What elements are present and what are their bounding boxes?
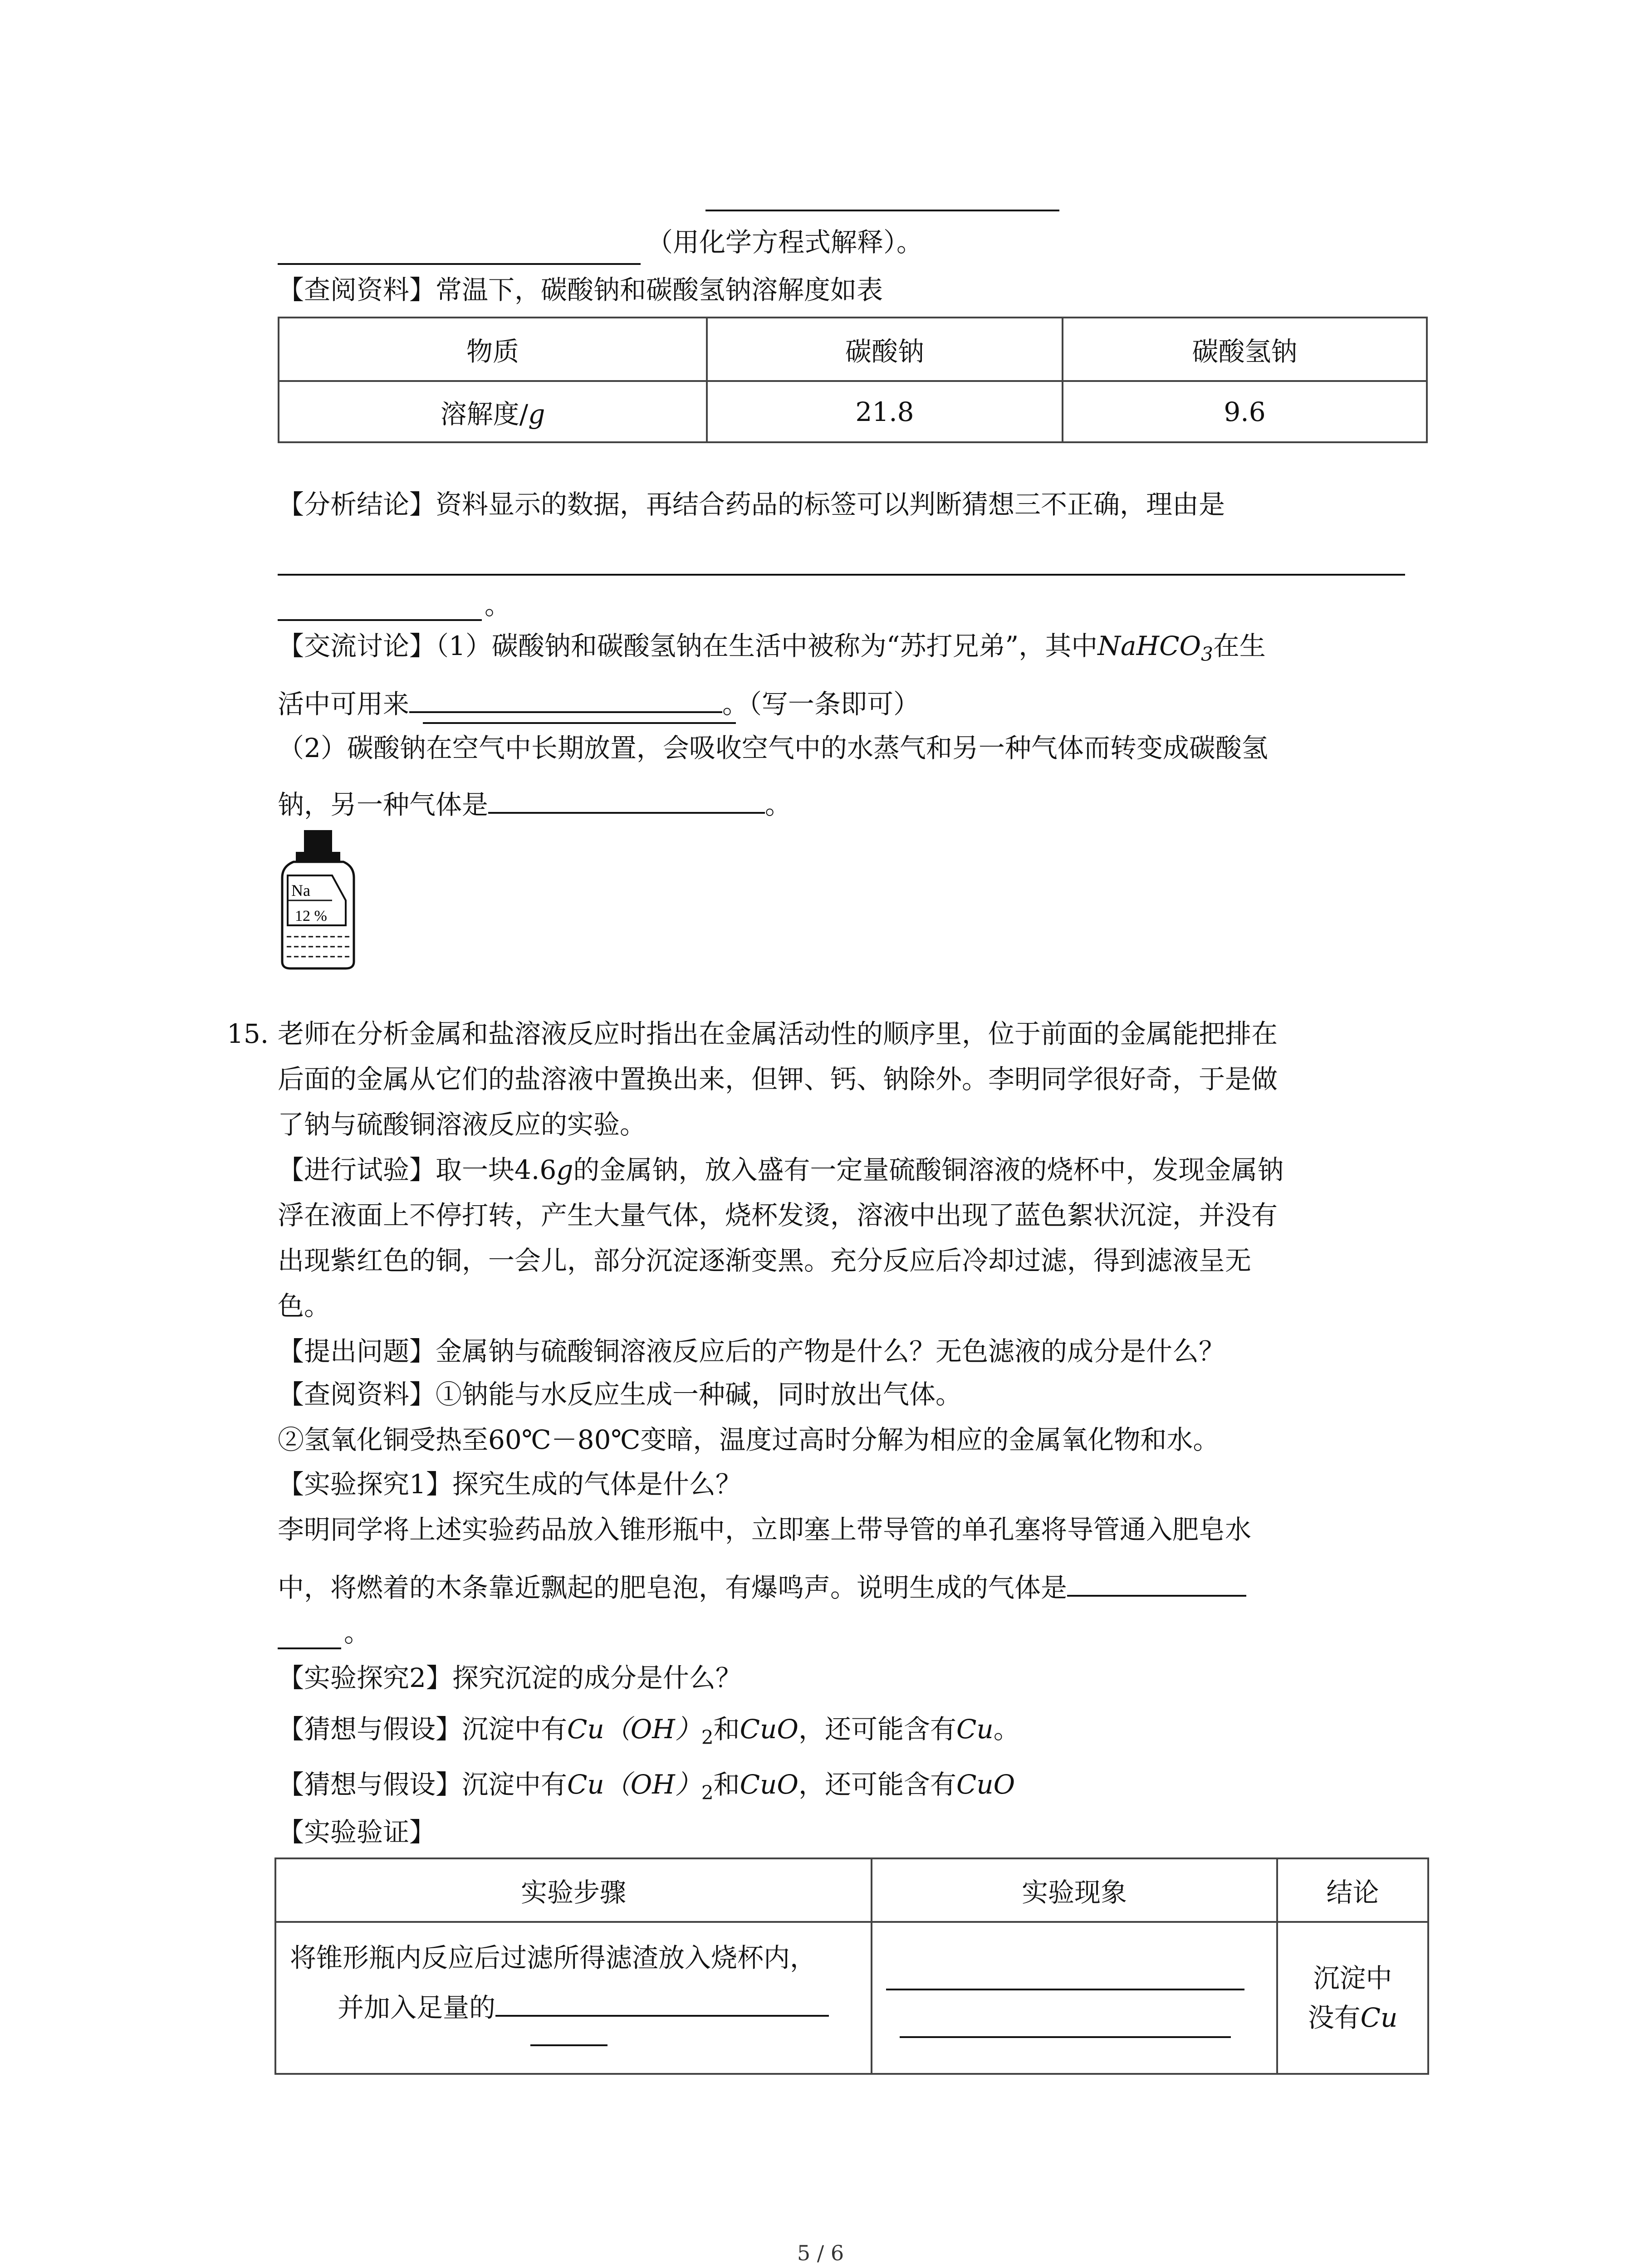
value-sodium-bicarbonate: 9.6 <box>1063 381 1427 442</box>
reagent-bottle-icon <box>278 828 359 971</box>
hypothesis-1: 【猜想与假设】沉淀中有$Cu(OH)_2$和CuO，还可能含有Cu。 <box>278 1714 1020 1749</box>
answer-blank-gas-name[interactable] <box>1067 1569 1246 1597</box>
header-steps: 实验步骤 <box>275 1858 872 1922</box>
answer-blank-reagent[interactable] <box>495 1989 829 2017</box>
discussion-line-1: 【交流讨论】（1）碳酸钠和碳酸氢钠在生活中被称为“苏打兄弟”，其中NaHCO$_3$在生 <box>278 631 1266 665</box>
cell-phenomenon <box>872 1922 1277 2074</box>
answer-blank-reagent-cont[interactable] <box>530 2044 607 2046</box>
verify-title: 【实验验证】 <box>278 1817 436 1848</box>
header-phenomenon: 实验现象 <box>872 1858 1277 1922</box>
step-line-1: 将锥形瓶内反应后过滤所得滤渣放入烧杯内， <box>290 1942 817 1973</box>
experiment-line-3: 出现紫红色的铜，一会儿，部分沉淀逐渐变黑。充分反应后冷却过滤，得到滤液呈无 <box>278 1245 1252 1276</box>
discussion-line-3: （2）碳酸钠在空气中长期放置，会吸收空气中的水蒸气和另一种气体而转变成碳酸氢 <box>278 733 1268 763</box>
info-line-2: ②氢氧化铜受热至60℃－80℃变暗，温度过高时分解为相应的金属氧化物和水。 <box>278 1424 1220 1455</box>
answer-blank-phenomenon-2[interactable] <box>900 2036 1231 2038</box>
probe1-title: 【实验探究1】探究生成的气体是什么？ <box>278 1469 742 1500</box>
bottle-label-na: Na <box>291 881 310 899</box>
header-sodium-bicarbonate: 碳酸氢钠 <box>1063 318 1427 381</box>
discussion-line-4: 钠，另一种气体是 。 <box>278 786 791 821</box>
probe1-line-2: 中，将燃着的木条靠近飘起的肥皂泡，有爆鸣声。说明生成的气体是 <box>278 1569 1246 1604</box>
verification-table <box>274 1857 1429 2075</box>
row-label-solubility: 溶解度/g <box>279 381 707 442</box>
cell-conclusion <box>1277 1922 1428 2074</box>
answer-blank-top[interactable] <box>705 210 1059 211</box>
experiment-line-4: 色。 <box>278 1290 331 1321</box>
solubility-table <box>278 317 1428 443</box>
probe2-title: 【实验探究2】探究沉淀的成分是什么？ <box>278 1662 742 1693</box>
analysis-end: 。 <box>485 590 511 621</box>
answer-blank-gas-name-cont[interactable] <box>278 1647 341 1649</box>
analysis-line: 【分析结论】资料显示的数据，再结合药品的标签可以判断猜想三不正确，理由是 <box>278 489 1225 520</box>
answer-blank-equation[interactable] <box>278 263 641 265</box>
lookup-info-line: 【查阅资料】常温下，碳酸钠和碳酸氢钠溶解度如表 <box>278 274 883 305</box>
hypothesis-2: 【猜想与假设】沉淀中有$Cu(OH)_2$和CuO，还可能含有CuO <box>278 1769 1015 1804</box>
experiment-line-1: 【进行试验】取一块4.6g的金属钠，放入盛有一定量硫酸铜溶液的烧杯中，发现金属钠 <box>278 1154 1284 1185</box>
discussion-line-2: 活中可用来 。（写一条即可） <box>278 685 920 720</box>
probe1-line-1: 李明同学将上述实验药品放入锥形瓶中，立即塞上带导管的单孔塞将导管通入肥皂水 <box>278 1514 1252 1545</box>
step-line-2: 并加入足量的 <box>338 1986 829 2024</box>
q15-intro-1: 老师在分析金属和盐溶液反应时指出在金属活动性的顺序里，位于前面的金属能把排在 <box>278 1018 1278 1049</box>
cell-steps <box>275 1922 872 2074</box>
value-sodium-carbonate: 21.8 <box>707 381 1063 442</box>
probe1-end: 。 <box>344 1617 371 1648</box>
experiment-line-2: 浮在液面上不停打转，产生大量气体，烧杯发烫，溶液中出现了蓝色絮状沉淀，并没有 <box>278 1200 1278 1231</box>
q15-intro-2: 后面的金属从它们的盐溶液中置换出来，但钾、钙、钠除外。李明同学很好奇，于是做 <box>278 1064 1278 1095</box>
page-number: 5 / 6 <box>797 2241 844 2265</box>
conclusion-line-2: 没有Cu <box>1308 2002 1398 2033</box>
answer-blank-gas[interactable] <box>488 786 765 814</box>
bottle-label-pct: 12 % <box>295 908 327 924</box>
q15-intro-3: 了钠与硫酸铜溶液反应的实验。 <box>278 1109 647 1140</box>
answer-blank-usage-extra[interactable] <box>423 722 736 724</box>
equation-hint: （用化学方程式解释）。 <box>647 227 923 258</box>
answer-blank-reason-1[interactable] <box>278 574 1405 576</box>
info-line-1: 【查阅资料】①钠能与水反应生成一种碱，同时放出气体。 <box>278 1379 962 1410</box>
answer-blank-phenomenon-1[interactable] <box>886 1989 1244 1990</box>
header-substance: 物质 <box>279 318 707 381</box>
header-conclusion: 结论 <box>1277 1858 1428 1922</box>
question-number-15: 15. <box>227 1018 269 1049</box>
conclusion-line-1: 沉淀中 <box>1313 1962 1392 1994</box>
question-line: 【提出问题】金属钠与硫酸铜溶液反应后的产物是什么？无色滤液的成分是什么？ <box>278 1336 1225 1367</box>
answer-blank-reason-2[interactable] <box>278 619 482 621</box>
header-sodium-carbonate: 碳酸钠 <box>707 318 1063 381</box>
answer-blank-usage[interactable] <box>409 685 722 713</box>
